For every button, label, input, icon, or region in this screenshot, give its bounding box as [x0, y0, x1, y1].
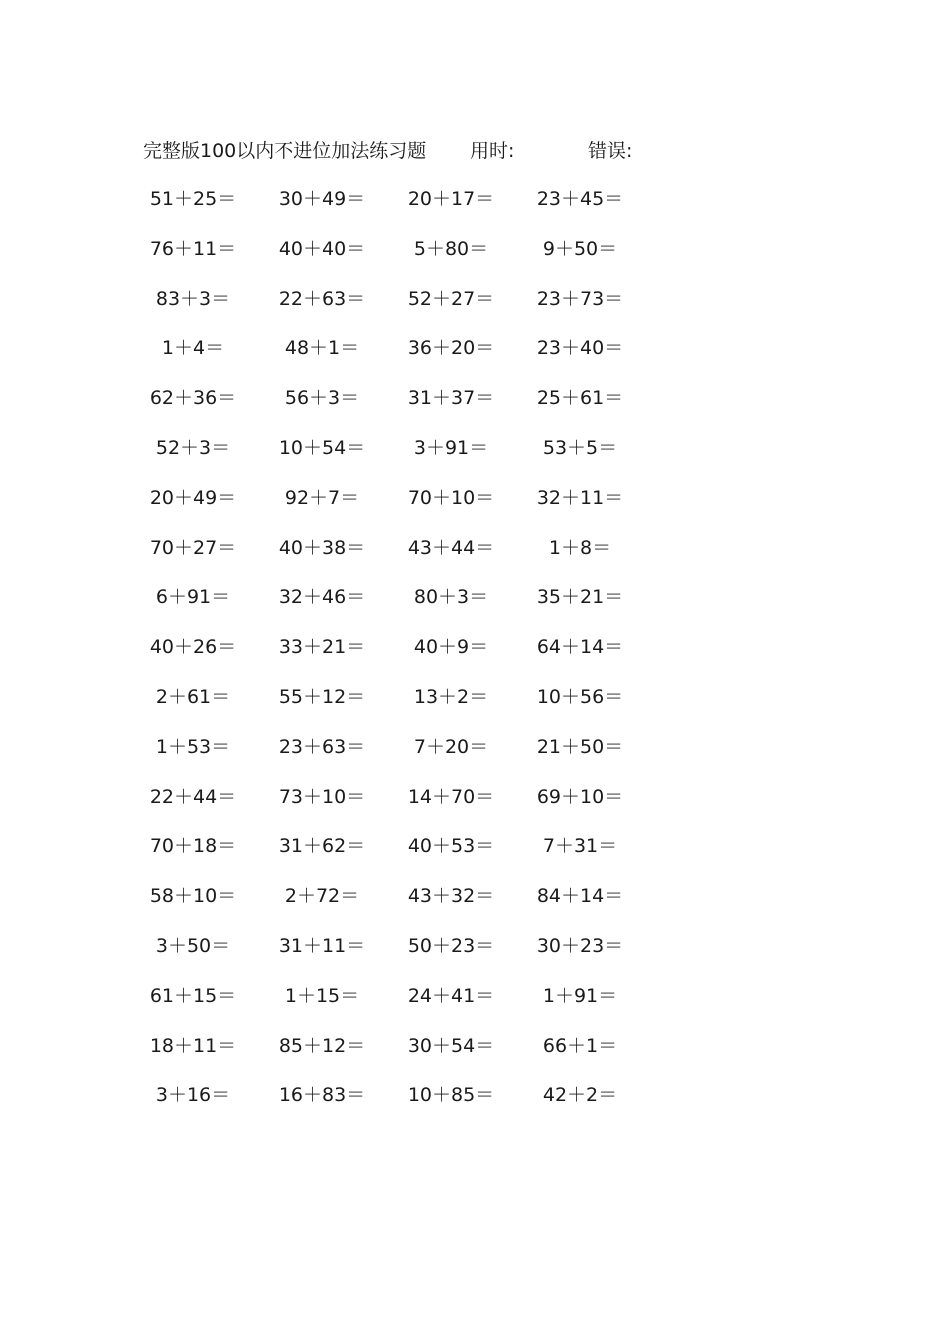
problem-row [138, 282, 658, 332]
problem-item: 2＋72＝ [284, 885, 360, 908]
problem-item: 23＋63＝ [278, 735, 366, 758]
problem-item: 61＋15＝ [149, 984, 237, 1007]
problem-item: 70＋18＝ [149, 835, 237, 858]
problem-row [138, 580, 658, 630]
problem-row [138, 979, 658, 1029]
problem-item: 52＋27＝ [407, 287, 495, 310]
problem-item: 30＋49＝ [278, 188, 366, 210]
problem-row [138, 780, 658, 830]
problem-item: 40＋26＝ [149, 636, 237, 659]
problem-item: 43＋32＝ [407, 885, 495, 908]
problem-item: 50＋23＝ [407, 934, 495, 957]
problem-item: 83＋3＝ [155, 287, 231, 310]
problem-item: 36＋20＝ [407, 337, 495, 360]
problem-item: 85＋12＝ [278, 1034, 366, 1057]
problem-item: 58＋10＝ [149, 885, 237, 908]
problem-row [138, 481, 658, 531]
problem-item: 52＋3＝ [155, 436, 231, 459]
problem-item: 22＋63＝ [278, 287, 366, 310]
problem-item: 76＋11＝ [149, 237, 237, 260]
problem-item: 24＋41＝ [407, 984, 495, 1007]
problem-row [138, 929, 658, 979]
problem-item: 18＋11＝ [149, 1034, 237, 1057]
problem-item: 40＋38＝ [278, 536, 366, 559]
problem-item: 3＋16＝ [155, 1084, 231, 1107]
problem-item: 1＋4＝ [161, 337, 225, 360]
problem-item: 23＋40＝ [536, 337, 624, 360]
problem-row [138, 531, 658, 581]
problem-row [138, 680, 658, 730]
problem-item: 66＋1＝ [542, 1034, 618, 1057]
problem-item: 9＋50＝ [542, 237, 618, 260]
problem-item: 69＋10＝ [536, 785, 624, 808]
problem-item: 10＋85＝ [407, 1084, 495, 1107]
problem-item: 1＋91＝ [542, 984, 618, 1007]
problem-item: 33＋21＝ [278, 636, 366, 659]
problem-item: 70＋27＝ [149, 536, 237, 559]
problem-row [138, 829, 658, 879]
problem-item: 42＋2＝ [542, 1084, 618, 1107]
worksheet-header [143, 136, 703, 166]
problem-row [138, 182, 658, 232]
problem-item: 56＋3＝ [284, 387, 360, 410]
problem-item: 32＋11＝ [536, 486, 624, 509]
problem-item: 22＋44＝ [149, 785, 237, 808]
problem-item: 40＋9＝ [413, 636, 489, 659]
problem-item: 7＋31＝ [542, 835, 618, 858]
problem-item: 62＋36＝ [149, 387, 237, 410]
problem-row [138, 1078, 658, 1128]
problem-item: 13＋2＝ [413, 685, 489, 708]
problem-item: 53＋5＝ [542, 436, 618, 459]
problem-item: 7＋20＝ [413, 735, 489, 758]
problem-item: 43＋44＝ [407, 536, 495, 559]
problem-item: 1＋53＝ [155, 735, 231, 758]
problem-item: 20＋17＝ [407, 188, 495, 210]
problem-row [138, 879, 658, 929]
problem-item: 10＋54＝ [278, 436, 366, 459]
problem-item: 31＋11＝ [278, 934, 366, 957]
problem-row [138, 630, 658, 680]
problem-row [138, 431, 658, 481]
problem-item: 84＋14＝ [536, 885, 624, 908]
problem-item: 32＋46＝ [278, 586, 366, 609]
problem-item: 80＋3＝ [413, 586, 489, 609]
problem-row [138, 730, 658, 780]
problem-item: 21＋50＝ [536, 735, 624, 758]
problem-grid [138, 182, 658, 1128]
problem-item: 30＋23＝ [536, 934, 624, 957]
problem-row [138, 331, 658, 381]
problem-item: 73＋10＝ [278, 785, 366, 808]
problem-item: 16＋83＝ [278, 1084, 366, 1107]
problem-item: 31＋62＝ [278, 835, 366, 858]
problem-item: 30＋54＝ [407, 1034, 495, 1057]
problem-item: 70＋10＝ [407, 486, 495, 509]
problem-item: 1＋15＝ [284, 984, 360, 1007]
problem-item: 5＋80＝ [413, 237, 489, 260]
errors-label: 错误: [588, 140, 633, 162]
problem-item: 35＋21＝ [536, 586, 624, 609]
problem-item: 64＋14＝ [536, 636, 624, 659]
problem-item: 25＋61＝ [536, 387, 624, 410]
worksheet-title: 完整版100以内不进位加法练习题 [143, 140, 427, 162]
problem-item: 14＋70＝ [407, 785, 495, 808]
problem-item: 51＋25＝ [149, 188, 237, 210]
problem-row [138, 381, 658, 431]
problem-item: 92＋7＝ [284, 486, 360, 509]
problem-item: 6＋91＝ [155, 586, 231, 609]
problem-item: 23＋73＝ [536, 287, 624, 310]
problem-item: 40＋53＝ [407, 835, 495, 858]
problem-item: 10＋56＝ [536, 685, 624, 708]
problem-row [138, 232, 658, 282]
problem-item: 55＋12＝ [278, 685, 366, 708]
time-label: 用时: [470, 140, 515, 162]
problem-item: 48＋1＝ [284, 337, 360, 360]
problem-item: 40＋40＝ [278, 237, 366, 260]
problem-item: 31＋37＝ [407, 387, 495, 410]
problem-item: 3＋50＝ [155, 934, 231, 957]
problem-item: 23＋45＝ [536, 188, 624, 210]
problem-item: 2＋61＝ [155, 685, 231, 708]
problem-item: 20＋49＝ [149, 486, 237, 509]
problem-item: 3＋91＝ [413, 436, 489, 459]
problem-item: 1＋8＝ [548, 536, 612, 559]
problem-row [138, 1029, 658, 1079]
